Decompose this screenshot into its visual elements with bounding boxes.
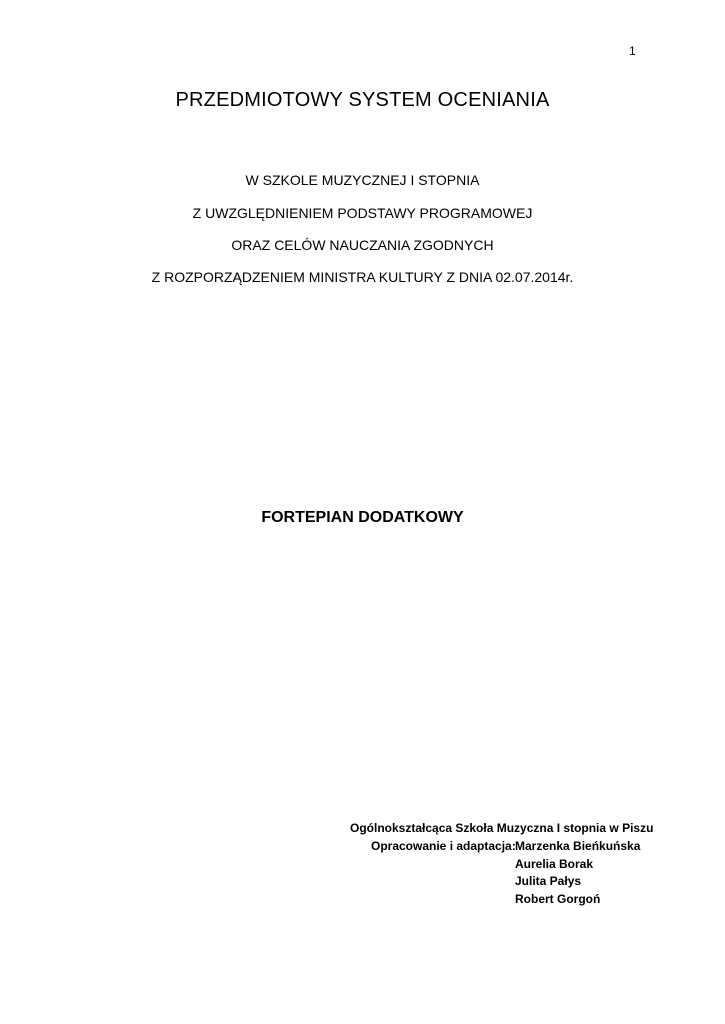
author-2: Aurelia Borak — [515, 857, 594, 871]
page-number: 1 — [629, 44, 636, 58]
author-1: Marzenka Bieńkuńska — [515, 839, 641, 853]
author-3: Julita Pałys — [515, 874, 582, 888]
author-4: Robert Gorgoń — [515, 892, 601, 906]
subject-title: FORTEPIAN DODATKOWY — [261, 509, 464, 526]
subtitle-line-3: ORAZ CELÓW NAUCZANIA ZGODNYCH — [231, 237, 494, 253]
subtitle-line-4: Z ROZPORZĄDZENIEM MINISTRA KULTURY Z DNIA 02.07.2014r. — [151, 269, 574, 285]
document-title: PRZEDMIOTOWY SYSTEM OCENIANIA — [175, 89, 550, 111]
subtitle-line-1: W SZKOLE MUZYCZNEJ I STOPNIA — [245, 172, 480, 188]
subtitle-line-2: Z UWZGLĘDNIENIEM PODSTAWY PROGRAMOWEJ — [192, 205, 533, 221]
school-name: Ogólnokształcąca Szkoła Muzyczna I stopnia w Piszu — [350, 821, 654, 835]
credits-label: Opracowanie i adaptacja: — [371, 839, 516, 853]
